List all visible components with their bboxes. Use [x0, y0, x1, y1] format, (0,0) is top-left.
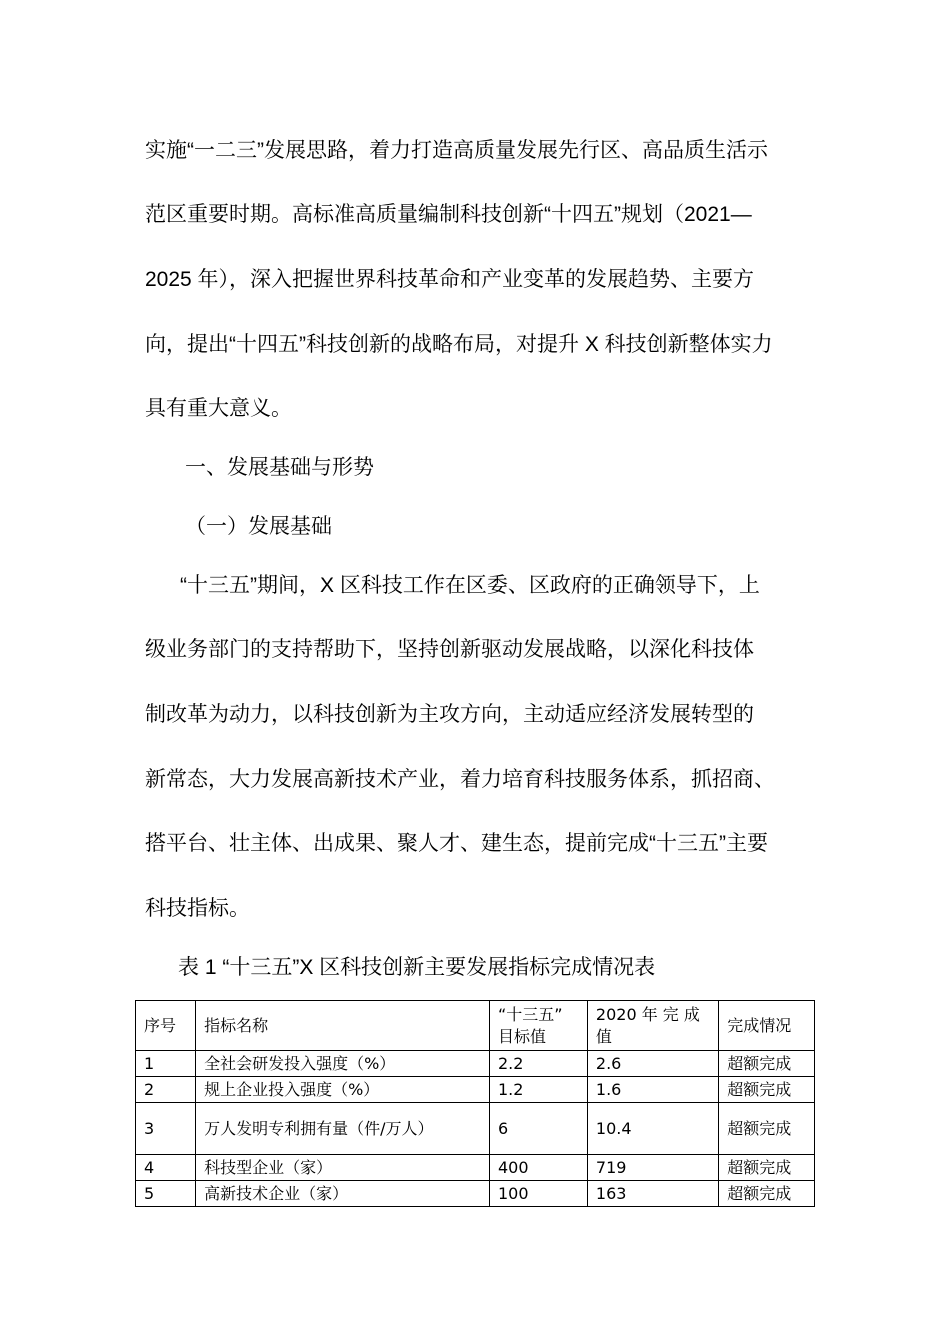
indicators-table	[135, 1000, 815, 1207]
cell-actual: 719	[587, 1155, 718, 1181]
paragraph-line: 科技指标。	[145, 897, 250, 920]
cell-seq: 2	[136, 1077, 196, 1103]
cell-target: 100	[489, 1181, 587, 1207]
subsection-heading: （一）发展基础	[185, 515, 332, 538]
header-status: 完成情况	[719, 1001, 815, 1051]
cell-target: 1.2	[489, 1077, 587, 1103]
cell-actual: 10.4	[587, 1103, 718, 1155]
cell-target: 2.2	[489, 1051, 587, 1077]
cell-name: 科技型企业（家）	[196, 1155, 490, 1181]
paragraph-line: “十三五”期间，X 区科技工作在区委、区政府的正确领导下，上	[180, 574, 760, 597]
cell-name: 万人发明专利拥有量（件/万人）	[196, 1103, 490, 1155]
cell-actual: 2.6	[587, 1051, 718, 1077]
cell-name: 全社会研发投入强度（%）	[196, 1051, 490, 1077]
cell-status: 超额完成	[719, 1051, 815, 1077]
cell-seq: 1	[136, 1051, 196, 1077]
table-row	[136, 1051, 815, 1077]
header-seq: 序号	[136, 1001, 196, 1051]
cell-status: 超额完成	[719, 1155, 815, 1181]
table-header-row	[136, 1001, 815, 1051]
header-name: 指标名称	[196, 1001, 490, 1051]
paragraph-line: 制改革为动力，以科技创新为主攻方向，主动适应经济发展转型的	[145, 703, 754, 726]
cell-actual: 163	[587, 1181, 718, 1207]
cell-status: 超额完成	[719, 1181, 815, 1207]
header-target: “十三五” 目标值	[489, 1001, 587, 1051]
paragraph-line: 具有重大意义。	[145, 397, 292, 420]
cell-seq: 3	[136, 1103, 196, 1155]
paragraph-line: 范区重要时期。高标准高质量编制科技创新“十四五”规划（2021—	[145, 203, 752, 226]
cell-name: 规上企业投入强度（%）	[196, 1077, 490, 1103]
table-row	[136, 1103, 815, 1155]
table-row	[136, 1181, 815, 1207]
cell-actual: 1.6	[587, 1077, 718, 1103]
paragraph-line: 向，提出“十四五”科技创新的战略布局，对提升 X 科技创新整体实力	[145, 333, 773, 356]
cell-target: 6	[489, 1103, 587, 1155]
table-row	[136, 1155, 815, 1181]
cell-seq: 5	[136, 1181, 196, 1207]
cell-target: 400	[489, 1155, 587, 1181]
paragraph-line: 实施“一二三”发展思路，着力打造高质量发展先行区、高品质生活示	[145, 139, 768, 162]
table-caption: 表 1 “十三五”X 区科技创新主要发展指标完成情况表	[178, 956, 656, 979]
cell-seq: 4	[136, 1155, 196, 1181]
cell-status: 超额完成	[719, 1077, 815, 1103]
paragraph-line: 2025 年），深入把握世界科技革命和产业变革的发展趋势、主要方	[145, 268, 755, 291]
paragraph-line: 新常态，大力发展高新技术产业，着力培育科技服务体系，抓招商、	[145, 768, 775, 791]
header-actual: 2020 年 完 成 值	[587, 1001, 718, 1051]
paragraph-line: 搭平台、壮主体、出成果、聚人才、建生态，提前完成“十三五”主要	[145, 832, 768, 855]
paragraph-line: 级业务部门的支持帮助下，坚持创新驱动发展战略，以深化科技体	[145, 638, 754, 661]
cell-status: 超额完成	[719, 1103, 815, 1155]
cell-name: 高新技术企业（家）	[196, 1181, 490, 1207]
section-heading: 一、发展基础与形势	[185, 456, 374, 479]
table-row	[136, 1077, 815, 1103]
